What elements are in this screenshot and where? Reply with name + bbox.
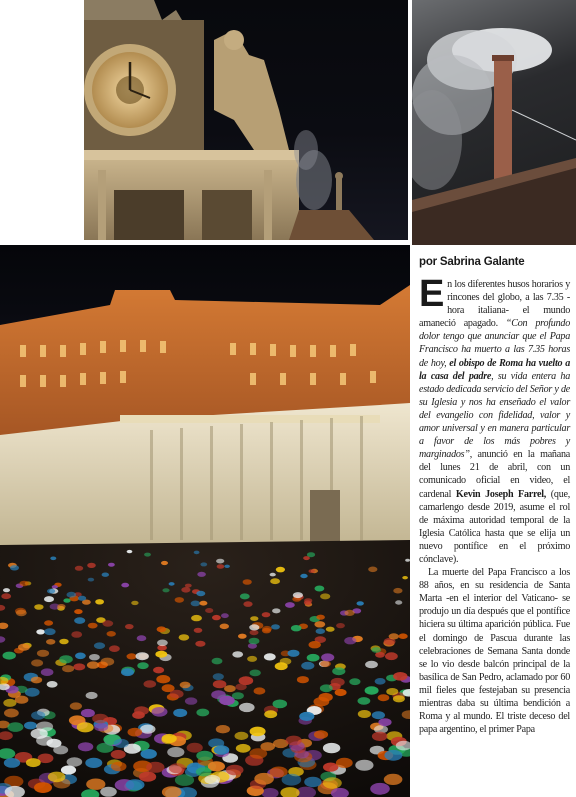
umbrella (87, 563, 96, 568)
umbrella (127, 550, 133, 553)
umbrella (247, 656, 257, 662)
umbrella (282, 774, 302, 786)
umbrella (264, 653, 276, 660)
umbrella (175, 597, 184, 603)
umbrella (326, 627, 335, 632)
umbrella (264, 710, 277, 718)
umbrella (7, 722, 23, 732)
umbrella (100, 787, 117, 797)
umbrella (405, 559, 410, 562)
umbrella (155, 651, 167, 658)
umbrella (301, 662, 314, 670)
umbrella (139, 772, 156, 782)
umbrella (156, 675, 170, 683)
umbrella (386, 688, 398, 695)
umbrella (285, 602, 295, 608)
umbrella (47, 681, 58, 688)
umbrella (111, 750, 126, 759)
umbrella (44, 628, 55, 635)
umbrella (304, 777, 321, 787)
umbrella (62, 665, 74, 672)
umbrella (181, 587, 190, 593)
umbrella (81, 709, 95, 717)
umbrella (270, 573, 276, 577)
umbrella (31, 729, 48, 739)
umbrella (199, 601, 207, 606)
umbrella (67, 757, 83, 766)
umbrella (102, 620, 113, 626)
umbrella (389, 633, 399, 639)
umbrella (187, 743, 203, 753)
umbrella (299, 712, 314, 721)
umbrella (357, 601, 364, 605)
article-paragraph-1 (419, 273, 570, 566)
umbrella (371, 647, 381, 653)
umbrella (137, 662, 148, 669)
umbrella (336, 758, 353, 768)
umbrella (262, 612, 271, 617)
umbrella (393, 588, 402, 594)
umbrella (375, 678, 386, 685)
umbrella (144, 680, 157, 688)
umbrella (137, 635, 147, 641)
umbrella (77, 722, 94, 732)
umbrella (321, 653, 334, 661)
umbrella (196, 767, 212, 776)
umbrella (146, 762, 164, 773)
umbrella (358, 697, 371, 705)
umbrella (92, 714, 108, 724)
umbrella (161, 561, 168, 565)
umbrella (335, 689, 347, 696)
umbrella (319, 693, 333, 702)
umbrella (4, 709, 19, 718)
umbrella (34, 782, 52, 793)
umbrella (365, 686, 379, 694)
umbrella (194, 628, 203, 633)
umbrella (239, 676, 254, 685)
umbrella (63, 598, 70, 602)
umbrella (320, 684, 333, 692)
umbrella (126, 779, 145, 790)
umbrella (74, 609, 82, 614)
umbrella (212, 658, 223, 665)
umbrella (196, 709, 209, 717)
announcement-text: , anunció en la mañana del lunes 21 de abril, con un comunicado oficial en video, el cardenal (419, 449, 570, 500)
umbrella (316, 615, 325, 620)
umbrella (34, 604, 43, 610)
article-paragraph-2: La muerte del Papa Francisco a los 88 años, en su residencia de Santa Marta -en el interior del Vaticano- se produjo un día después que el pontífice hiciera su última aparición pública. Fue el domingo de Pascua durante las celebraciones de Semana Santa donde se lo vio desde balcón principal de la basílica de San Pedro, aclamado por 60 mil fieles que festejaban su presencia mientras daba su última bendición a Roma y al mundo. El triste deceso del papa argentino, el primer Papa (419, 567, 570, 736)
umbrella (88, 623, 98, 629)
umbrella (191, 601, 201, 607)
umbrella (196, 591, 205, 596)
umbrella (125, 624, 134, 629)
umbrella (59, 639, 68, 645)
umbrella (393, 672, 407, 681)
umbrella (304, 600, 312, 605)
cardinal-name: Kevin Joseph Farrel, (455, 488, 547, 500)
umbrella (314, 730, 328, 739)
umbrella (378, 718, 391, 726)
umbrella (47, 589, 55, 594)
umbrella (196, 751, 213, 761)
umbrella (121, 583, 129, 588)
umbrella (250, 630, 259, 635)
umbrella (349, 678, 360, 685)
umbrella (286, 736, 302, 746)
umbrella (320, 661, 331, 668)
umbrella (249, 748, 267, 759)
umbrella (75, 566, 83, 571)
camerlengo-text: (que, camarlengo desde 2019, asume el rol de máxima autoridad temporal de la Iglesia Católica hasta que se elija un nuevo pontífice en el próximo cónclave). (419, 488, 570, 565)
umbrella (250, 670, 261, 677)
umbrella (212, 615, 221, 620)
umbrella (309, 641, 321, 648)
umbrella (37, 650, 49, 657)
umbrella (243, 601, 252, 607)
umbrella (132, 711, 145, 719)
chimney-smoke-photo (412, 0, 576, 245)
umbrella (85, 758, 102, 768)
umbrella (36, 629, 45, 634)
umbrella (213, 680, 227, 688)
umbrella (153, 667, 164, 674)
umbrella (288, 650, 300, 657)
umbrella (15, 696, 29, 704)
article-body (419, 273, 570, 736)
umbrella (3, 699, 16, 707)
umbrella (384, 750, 402, 761)
umbrella (254, 687, 266, 694)
umbrella (109, 645, 120, 652)
umbrella (300, 574, 307, 578)
umbrella (243, 579, 252, 585)
umbrella (97, 743, 114, 753)
umbrella (89, 654, 100, 660)
umbrella (320, 593, 330, 599)
umbrella (131, 601, 138, 605)
umbrella (220, 624, 229, 630)
umbrella (169, 763, 186, 773)
umbrella (221, 613, 229, 618)
umbrella (195, 641, 205, 647)
umbrella (179, 634, 190, 640)
umbrella (185, 697, 197, 704)
umbrella (232, 651, 243, 657)
umbrella (59, 655, 73, 663)
umbrella (309, 569, 315, 573)
umbrella (78, 742, 93, 751)
saint-peters-square-photo (0, 245, 410, 797)
umbrella (86, 692, 98, 699)
umbrella (128, 728, 143, 737)
umbrella (78, 596, 86, 601)
umbrella (86, 779, 105, 790)
sistine-chimney-icon (412, 0, 576, 245)
umbrella (272, 608, 280, 613)
umbrella (273, 700, 288, 709)
byline: por Sabrina Galante (419, 256, 525, 268)
umbrella (94, 642, 105, 649)
umbrella (41, 668, 54, 676)
umbrella (224, 565, 230, 568)
umbrella (399, 633, 408, 639)
umbrella (95, 599, 104, 604)
umbrella (370, 783, 390, 795)
umbrella (204, 775, 220, 784)
umbrella (276, 567, 285, 573)
umbrella (254, 773, 274, 785)
umbrella (240, 593, 250, 599)
umbrella (232, 692, 244, 699)
umbrella (26, 758, 41, 767)
umbrella (94, 723, 108, 731)
umbrella (303, 556, 310, 560)
umbrella (323, 777, 342, 788)
umbrella (271, 624, 280, 629)
umbrella (10, 565, 19, 570)
umbrella (249, 624, 259, 630)
umbrella (53, 745, 68, 754)
umbrella (140, 725, 155, 734)
umbrella (157, 640, 168, 647)
umbrella (214, 745, 230, 754)
umbrella (197, 572, 206, 577)
umbrella (213, 673, 224, 680)
umbrella (108, 563, 115, 567)
umbrella (3, 652, 16, 660)
umbrella (102, 573, 109, 577)
umbrella (291, 625, 302, 631)
umbrella (71, 631, 82, 638)
umbrella (238, 634, 247, 639)
umbrella (167, 747, 184, 757)
umbrella (162, 588, 169, 592)
umbrella (402, 576, 408, 579)
umbrella (88, 578, 94, 582)
umbrella (3, 588, 10, 592)
intro-text: n los diferentes husos horarios y rincones del globo, a las 7.35 -hora italiana- el mundo amaneció apagado. (419, 279, 570, 330)
umbrella (358, 710, 371, 718)
umbrella (70, 702, 82, 709)
umbrella (18, 644, 30, 651)
umbrella (19, 581, 28, 587)
clock-tower-illustration (84, 0, 408, 240)
umbrella (235, 732, 249, 740)
umbrella (315, 586, 325, 592)
umbrella (216, 725, 230, 733)
umbrella (44, 620, 53, 625)
umbrella (101, 658, 115, 666)
umbrella (217, 564, 225, 569)
umbrella (1, 593, 11, 599)
umbrella (200, 562, 207, 566)
drop-cap: E (419, 273, 445, 315)
umbrella (111, 762, 127, 771)
umbrella (67, 592, 77, 598)
vatican-crowd-illustration (0, 245, 410, 797)
umbrella (385, 652, 398, 660)
umbrella (250, 616, 258, 621)
clock-tower-photo (80, 0, 412, 245)
umbrella (191, 615, 202, 621)
umbrella (180, 682, 191, 689)
umbrella (224, 685, 236, 692)
umbrella (73, 663, 85, 670)
umbrella (75, 653, 86, 660)
umbrella (50, 557, 56, 561)
umbrella (170, 690, 184, 698)
umbrella (44, 596, 54, 602)
umbrella (336, 623, 345, 628)
umbrella (323, 743, 340, 753)
umbrella (211, 690, 226, 699)
quote-highlight: el obispo de Roma ha vuelto a la casa del padre (419, 357, 570, 382)
umbrella (173, 709, 187, 717)
umbrella (316, 628, 325, 634)
umbrella (157, 626, 167, 632)
umbrella (46, 639, 55, 645)
umbrella (31, 711, 45, 720)
umbrella (16, 610, 27, 617)
umbrella (262, 626, 272, 632)
umbrella (368, 567, 377, 573)
umbrella (61, 765, 76, 774)
umbrella (136, 652, 149, 660)
umbrella (52, 585, 58, 589)
umbrella (194, 551, 200, 555)
umbrella (107, 631, 116, 637)
umbrella (121, 668, 134, 676)
umbrella (365, 661, 378, 669)
umbrella (250, 727, 266, 737)
umbrella (239, 703, 255, 712)
umbrella (226, 765, 244, 776)
umbrella (24, 722, 37, 730)
umbrella (236, 744, 251, 753)
umbrella (372, 711, 385, 719)
umbrella (144, 553, 151, 557)
quote-continuation: , su vida entera ha estado dedicada servicio del Señor y de su Iglesia y nos ha enseñado el valor del evangelio con fidelidad, valor y amor universal y en manera particular a favor de los más pobres y marginados” (419, 370, 570, 461)
umbrella (293, 592, 303, 598)
umbrella (114, 739, 129, 748)
umbrella (169, 582, 175, 586)
umbrella (216, 559, 224, 564)
umbrella (48, 772, 66, 783)
umbrella (280, 658, 292, 665)
umbrella (4, 758, 20, 768)
umbrella (393, 695, 405, 702)
umbrella (331, 678, 345, 686)
umbrella (332, 667, 345, 675)
umbrella (372, 732, 388, 741)
umbrella (152, 707, 168, 717)
umbrella (395, 600, 402, 604)
umbrella (270, 578, 280, 584)
umbrella (57, 604, 65, 609)
umbrella (162, 734, 177, 743)
umbrella (31, 659, 43, 666)
umbrella (74, 617, 85, 624)
umbrella (205, 608, 213, 613)
umbrella (378, 694, 390, 701)
umbrella (175, 774, 194, 786)
umbrella (307, 654, 320, 662)
umbrella (31, 677, 42, 684)
umbrella (355, 760, 373, 771)
umbrella (127, 653, 137, 659)
quote-text: “Con profundo dolor tengo que anunciar que el Papa Francisco ha muerto a las 7.35 horas de hoy, (419, 318, 570, 369)
umbrella (297, 676, 309, 683)
umbrella (384, 774, 403, 785)
umbrella (344, 637, 356, 644)
umbrella (185, 584, 192, 588)
umbrella (249, 638, 260, 645)
umbrella (345, 610, 355, 616)
umbrella (87, 661, 99, 668)
